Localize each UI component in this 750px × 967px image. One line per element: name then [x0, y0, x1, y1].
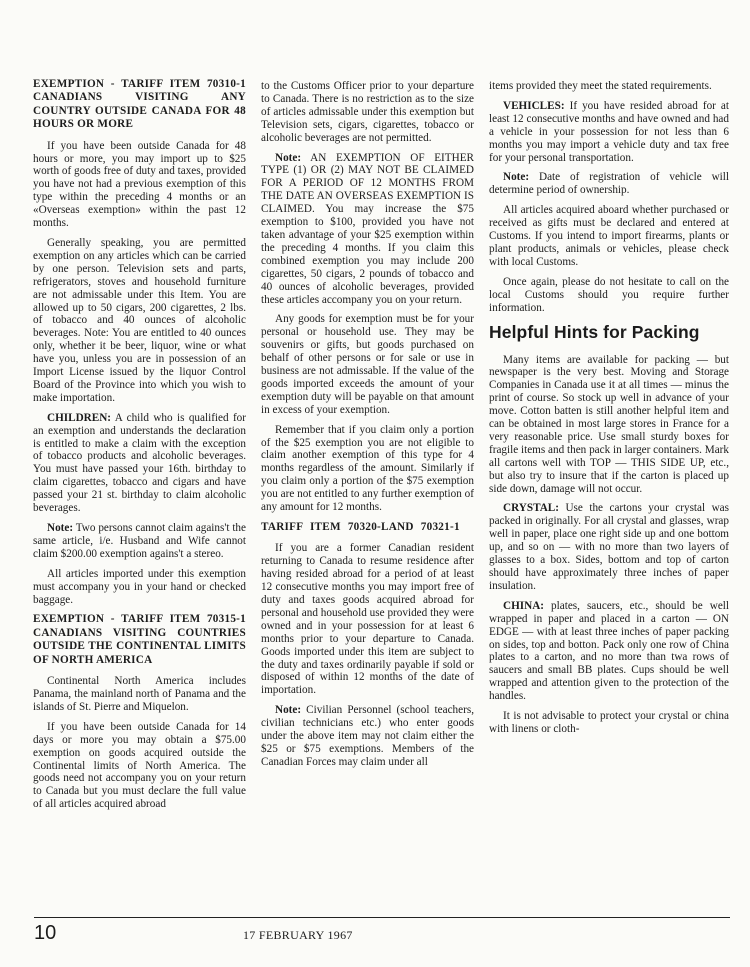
paragraph — [33, 522, 246, 561]
paragraph — [489, 600, 729, 703]
paragraph: Once again, please do not hesitate to call on the local Customs should you require further information. — [489, 275, 729, 314]
paragraph-text: AN EXEMPTION OF EITHER TYPE (1) OR (2) MAY NOT BE CLAIMED FOR A PERIOD OF 12 MONTHS FROM THE DATE AN OVERSEAS EXEMPTION IS CLAIMED. You may increase the $75 exemption to $100, provided you have not taken advantage of your $25 exemption within the preceding 4 months. If you claim this combined exemption you may include 200 cigarettes, 50 cigars, 2 pounds of tobacco and 40 ounces of alcoholic beverages, provided these articles accompany you on your return. — [261, 151, 474, 306]
paragraph — [33, 412, 246, 515]
article-heading: Helpful Hints for Packing — [489, 321, 700, 342]
section-heading: TARIFF ITEM 70320-LAND 70321-1 — [261, 521, 460, 533]
paragraph-lead: Note: — [275, 151, 302, 164]
issue-date: 17 FEBRUARY 1967 — [243, 928, 353, 942]
paragraph: Many items are available for packing — but newspaper is the very best. Moving and Storage Companies in Canada use it at all times — minus the print of course. So stock up well in advance of your move. Cotton batten is still another helpful item and can be obtained in most large stores in France for a very reasonable price. Use small sturdy boxes for fragile items and then pack in larger containers. Mark all cartons well with TOP — THIS SIDE UP, etc., but also try to insure that if the carton is placed up side down, damage will not occur. — [489, 353, 729, 495]
paragraph-lead: Note: — [275, 704, 302, 717]
paragraph: Any goods for exemption must be for your personal or household use. They may be souvenirs or gifts, but goods purchased on behalf of other persons or for sale or use in business are not admissable. If the value of the goods imported exceeds the amount of your exemption duty will be payable on that amount in excess of your exemption. — [261, 313, 474, 416]
paragraph: If you are a former Canadian resident returning to Canada to resume residence after having resided abroad for a period of at least 12 consecutive months you may import free of duty and taxes goods acquired abroad for personal and household use provided they were owned and in your possession for at least 6 months prior to your departure to Canada. Goods imported under this item are subject to the duty and taxes ordinarily payable if sold or disposed of within 12 months of the date of importation. — [261, 542, 474, 697]
paragraph-text: plates, saucers, etc., should be well wrapped in paper and placed in a carton — ON EDGE — with at least three inches of paper packing on sides, top and botton. Pack only one row of China plates to a carton, and no more than twa rows of saucers and small BB plates. Cups should be well wrapped and attention given to the protection of the handles. — [489, 599, 729, 703]
page-number: 10 — [34, 922, 57, 944]
section-heading: EXEMPTION - TARIFF ITEM 70315-1 CANADIANS VISITING COUNTRIES OUTSIDE THE CONTINENTAL LIMITS OF NORTH AMERICA — [33, 613, 246, 666]
paragraph-lead: VEHICLES: — [503, 99, 565, 112]
paragraph-text: Use the cartons your crystal was packed in originally. For all crystal and glasses, wrap well in paper, place one right side up and one bottom up, and so on — with no more than two layers of glasses to a box. Sides, bottom and top of carton should have approximately three inches of paper insulation. — [489, 502, 729, 592]
paragraph — [261, 704, 474, 769]
paragraph: If you have been outside Canada for 48 hours or more, you may import up to $25 worth of goods free of duty and taxes, provided you have not had a previous exemption of this type within the preceding 4 months or an «Overseas exemption» within the past 12 months. — [33, 139, 246, 230]
paragraph — [261, 152, 474, 307]
paragraph-text: Date of registration of vehicle will determine period of ownership. — [489, 171, 729, 197]
paragraph-lead: CHINA: — [503, 599, 545, 612]
paragraph-text: A child who is qualified for an exemption and understands the declaration is entitled to make a claim with the exception of tobacco products and alcoholic beverages. You must have passed your 16th. birthday to claim cigarettes, tobacco and cigars and have passed your 21 st. birthday to claim alcoholic beverages. — [33, 411, 246, 515]
paragraph: Remember that if you claim only a portion of the $25 exemption you are not eligible to claim another exemption of this type for 4 months regardless of the amount. Similarly if you claim only a portion of the $75 exemption you are not entitled to any further exemption of any amount for 12 months. — [261, 423, 474, 514]
paragraph-lead: Note: — [47, 522, 74, 534]
paragraph-text: Two persons cannot claim agains't the same article, i/e. Husband and Wife cannot claim $200.00 exemption agains't a stereo. — [33, 522, 246, 560]
footer-rule — [34, 917, 730, 918]
paragraph-text: If you have resided abroad for at least 12 consecutive months and have owned and had a vehicle in your possession for not less than 6 months you may import a vehicle duty and tax free for your personal transportation. — [489, 99, 729, 164]
paragraph: All articles imported under this exemption must accompany you in your hand or checked baggage. — [33, 567, 246, 606]
paragraph: items provided they meet the stated requirements. — [489, 80, 712, 92]
paragraph — [489, 100, 729, 165]
paragraph — [489, 502, 729, 592]
paragraph: Generally speaking, you are permitted exemption on any articles which can be carried by one person. Television sets and parts, refrigerators, stoves and household furniture are not admissable under this Item. You are allowed up to 50 cigars, 200 cigarettes, 2 lbs. of tobacco and 40 ounces of alcoholic beverages. Note: You are entitled to 40 ounces only, whether it be beer, liquor, wine or what have you, unless you are in possession of an Import License issued by the liquor Control Board of the Province into which you wish to make importation. — [33, 236, 246, 404]
column-middle — [261, 80, 474, 776]
paragraph — [489, 171, 729, 197]
column-left — [33, 78, 246, 818]
paragraph-lead: CRYSTAL: — [503, 502, 559, 515]
section-heading: EXEMPTION - TARIFF ITEM 70310-1 CANADIANS VISITING ANY COUNTRY OUTSIDE CANADA FOR 48 HOURS OR MORE — [33, 78, 246, 131]
paragraph-lead: CHILDREN: — [47, 411, 112, 424]
paragraph-lead: Note: — [503, 171, 530, 184]
column-right — [489, 80, 729, 743]
paragraph: to the Customs Officer prior to your departure to Canada. There is no restriction as to the size of articles admissable under this exemption but Television sets, cigars, cigarettes, tobacco or alcoholic beverages are not permitted. — [261, 80, 474, 144]
paragraph-text: Civilian Personnel (school teachers, civilian technicians etc.) who enter goods under the above item may not claim either the $25 or $75 exemptions. Members of the Canadian Forces may claim under all — [261, 704, 474, 768]
paragraph: All articles acquired aboard whether purchased or received as gifts must be declared and entered at Customs. If you intend to import firearms, plants or plant products, animals or vehicles, please check with local Customs. — [489, 204, 729, 268]
paragraph: If you have been outside Canada for 14 days or more you may obtain a $75.00 exemption on goods acquired outside the Continental limits of North America. The goods need not accompany you on your return to Canada but you must declare the full value of all articles acquired abroad — [33, 720, 246, 811]
paragraph: It is not advisable to protect your crystal or china with linens or cloth- — [489, 710, 729, 735]
paragraph: Continental North America includes Panama, the mainland north of Panama and the islands of St. Pierre and Miquelon. — [33, 675, 246, 713]
